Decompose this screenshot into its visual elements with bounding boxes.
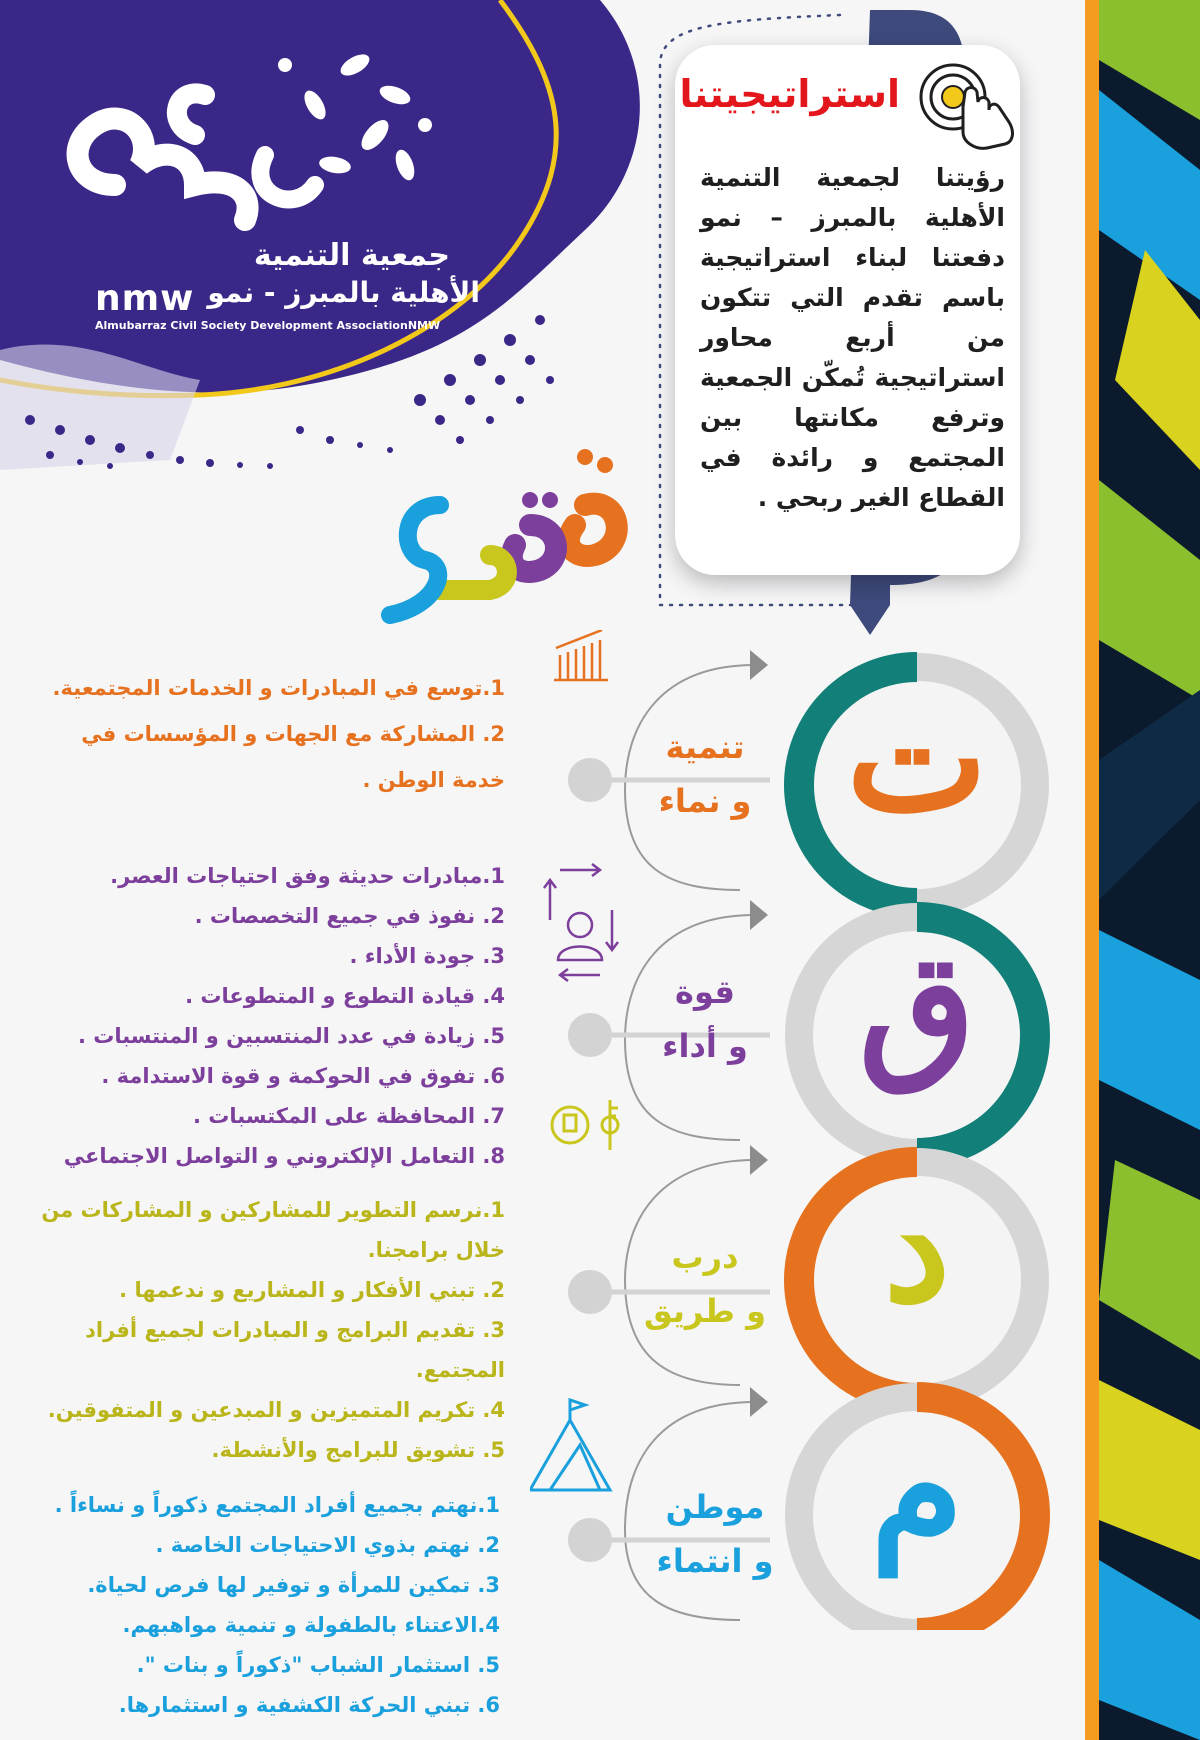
pillar-letter-q: ق: [858, 920, 976, 1096]
org-header: [0, 0, 700, 470]
pillar-chain: [530, 630, 1085, 1630]
pillar-label-3: [640, 1230, 770, 1338]
list-item: 3. تقديم البرامج و المبادرات لجميع أفراد المجتمع.: [85, 1318, 505, 1382]
key-icon: [552, 1100, 618, 1150]
org-english-name: Almubarraz Civil Society Development AssociationNMW: [95, 319, 441, 332]
person-arrows-icon: [544, 864, 618, 981]
list-item: 1.مبادرات حديثة وفق احتياجات العصر.: [110, 864, 505, 888]
list-item: 2. نفوذ في جميع التخصصات .: [194, 904, 505, 928]
list-item: 5. تشويق للبرامج والأنشطة.: [211, 1438, 505, 1462]
list-item: 4.الاعتناء بالطفولة و تنمية مواهبهم.: [122, 1613, 500, 1637]
pillar-label-4: [650, 1480, 780, 1588]
list-item: 4. تكريم المتميزين و المبدعين و المتفوقين.: [47, 1398, 505, 1422]
strategy-title: استراتيجيتنا: [679, 72, 900, 116]
pillar-items-1: [30, 665, 505, 803]
pillar-letter-m: م: [870, 1400, 964, 1576]
list-item: 6. تفوق في الحوكمة و قوة الاستدامة .: [101, 1064, 505, 1088]
pillar-label-line2: و انتماء: [656, 1542, 774, 1580]
pillar-items-4: [10, 1485, 500, 1725]
list-item: 5. زيادة في عدد المنتسبين و المنتسبات .: [77, 1024, 505, 1048]
list-item: 2. المشاركة مع الجهات و المؤسسات في خدمة الوطن .: [81, 722, 505, 792]
org-name-line1: جمعية التنمية: [253, 238, 450, 273]
list-item: 2. نهتم بذوي الاحتياجات الخاصة .: [155, 1533, 500, 1557]
list-item: 1.نهتم بجميع أفراد المجتمع ذكوراً و نساءاً .: [54, 1493, 500, 1517]
pillar-label-line2: و أداء: [662, 1027, 748, 1065]
list-item: 3. جودة الأداء .: [349, 944, 505, 968]
list-item: 4. قيادة التطوع و المتطوعات .: [185, 984, 505, 1008]
list-item: 1.توسع في المبادرات و الخدمات المجتمعية.: [52, 676, 505, 700]
pillar-items-2: [15, 856, 505, 1176]
mountain-flag-icon: [530, 1400, 610, 1490]
pillar-label-line1: تنمية: [665, 728, 745, 766]
strategy-vision-text: رؤيتنا لجمعية التنمية الأهلية بالمبرز – نمو دفعتنا لبناء استراتيجية باسم تقدم التي تتكون من أربع محاور استراتيجية تُمكّن الجمعية وترفع مكانتها بين المجتمع و رائدة في القطاع الغير ربحي .: [700, 163, 1005, 512]
list-item: 7. المحافظة على المكتسبات .: [193, 1104, 505, 1128]
pillar-label-line2: و نماء: [658, 782, 752, 820]
pillar-label-2: [640, 965, 770, 1073]
org-short-name: nmw: [95, 278, 195, 319]
pillar-label-line1: موطن: [665, 1488, 765, 1526]
list-item: 3. تمكين للمرأة و توفير لها فرص لحياة.: [87, 1573, 500, 1597]
list-item: 6. تبني الحركة الكشفية و استثمارها.: [118, 1693, 500, 1717]
target-hand-icon: [905, 62, 1025, 152]
pillar-letter-d: د: [883, 1160, 951, 1336]
pillar-label-line2: و طريق: [644, 1292, 766, 1330]
list-item: 5. استثمار الشباب "ذكوراً و بنات ".: [136, 1653, 500, 1677]
pillar-items-3: [10, 1190, 505, 1470]
list-item: 2. تبني الأفكار و المشاريع و ندعمها .: [119, 1278, 505, 1302]
decorative-stripes: [1085, 0, 1200, 1740]
list-item: 8. التعامل الإلكتروني و التواصل الاجتماعي: [63, 1144, 505, 1168]
list-item: 1.نرسم التطوير للمشاركين و المشاركات من خلال برامجنا.: [41, 1198, 505, 1262]
brand-word: [380, 405, 640, 625]
pillar-label-1: [640, 720, 770, 828]
pillar-label-line1: قوة: [675, 973, 735, 1011]
pillar-label-line1: درب: [671, 1238, 739, 1276]
org-name-line2: الأهلية بالمبرز - نمو: [207, 276, 480, 309]
bar-chart-icon: [554, 630, 608, 680]
pillar-letter-t: ت: [846, 670, 988, 846]
org-logo-icon: [55, 25, 445, 235]
